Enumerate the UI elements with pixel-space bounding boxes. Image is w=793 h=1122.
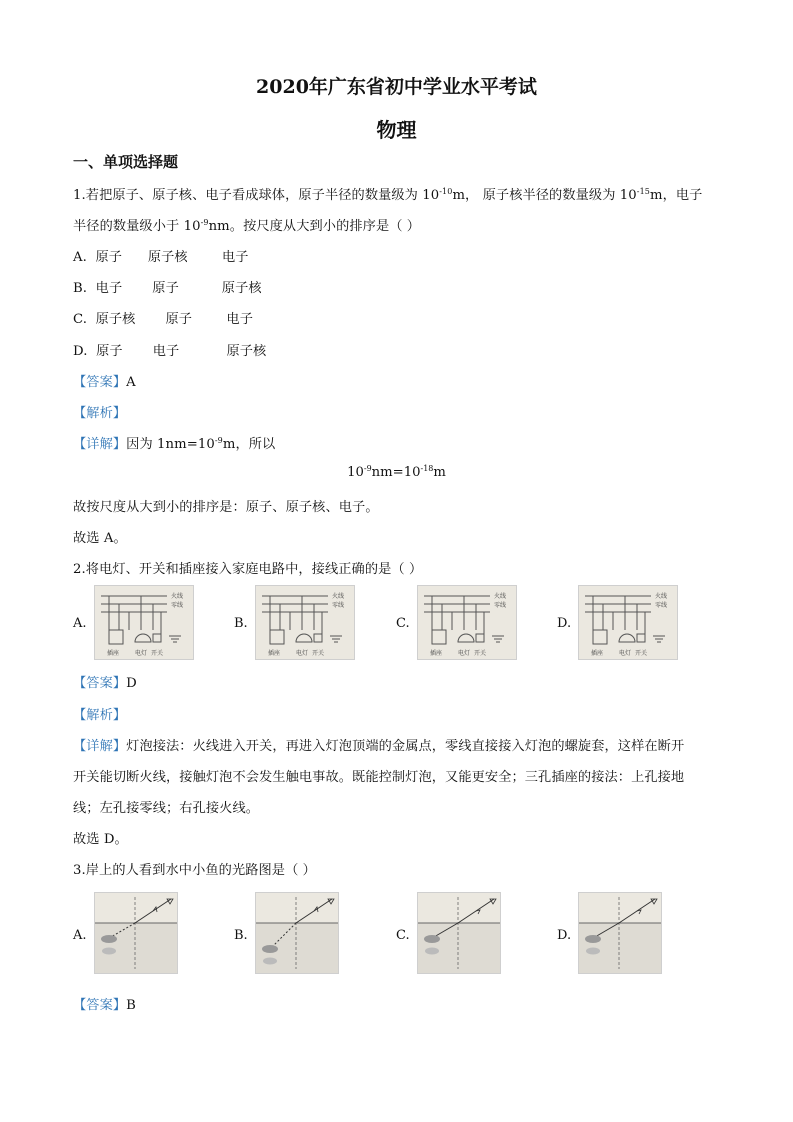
socket-label: 插座 <box>430 650 443 657</box>
neutral-wire-label: 零线 <box>655 602 668 609</box>
switch-label: 开关 <box>312 650 325 657</box>
socket-label: 插座 <box>591 650 604 657</box>
q1-option-c: C. 原子核 原子 电子 <box>73 312 253 327</box>
ray-diagram <box>418 893 500 973</box>
q2-detail-line3: 线；左孔接零线；右孔接火线。 <box>73 801 260 816</box>
q1-stem-line1: 1.若把原子、原子核、电子看成球体，原子半径的数量级为 $10^{-10}m$， 原子核半径的数量级为 $10^{-15}m$，电子 <box>73 187 703 203</box>
switch-label: 开关 <box>635 650 648 657</box>
switch-label: 开关 <box>151 650 164 657</box>
neutral-wire-label: 零线 <box>494 602 507 609</box>
lamp-label: 电灯 <box>135 650 148 657</box>
neutral-wire-label: 零线 <box>332 602 345 609</box>
q3-option-b-label: B. <box>234 928 248 943</box>
q1-option-a: A. 原子 原子核 电子 <box>73 250 249 265</box>
q2-figure-a <box>94 585 194 660</box>
q2-figure-b <box>255 585 355 660</box>
q3-answer: 【答案】B <box>73 998 136 1013</box>
lamp-label: 电灯 <box>458 650 471 657</box>
q2-figure-c <box>417 585 517 660</box>
q2-detail-line1: 【详解】灯泡接法：火线进入开关，再进入灯泡顶端的金属点，零线直接接入灯泡的螺旋套，这样在断开 <box>73 739 685 754</box>
switch-label: 开关 <box>474 650 487 657</box>
section-heading: 一、单项选择题 <box>73 153 179 171</box>
neutral-wire-label: 零线 <box>171 602 184 609</box>
ray-diagram <box>95 893 177 973</box>
q1-detail: 【详解】因为 $1nm=10^{-9}m$，所以 <box>73 436 276 452</box>
q1-answer: 【答案】A <box>73 375 136 390</box>
q2-choose: 故选 D。 <box>73 832 128 847</box>
q1-formula: $10^{-9}nm=10^{-18}m$ <box>347 464 446 480</box>
page-subtitle: 物理 <box>376 118 417 142</box>
q3-figure-a <box>94 892 178 974</box>
live-wire-label: 火线 <box>332 593 345 600</box>
ray-diagram <box>579 893 661 973</box>
lamp-label: 电灯 <box>296 650 309 657</box>
q2-stem: 2.将电灯、开关和插座接入家庭电路中，接线正确的是（ ） <box>73 562 423 577</box>
live-wire-label: 火线 <box>655 593 668 600</box>
q3-option-c-label: C. <box>396 928 410 943</box>
q1-analysis-tag: 【解析】 <box>73 406 127 421</box>
socket-label: 插座 <box>107 650 120 657</box>
q1-choose: 故选 A。 <box>73 531 127 546</box>
lamp-label: 电灯 <box>619 650 632 657</box>
q2-detail-line2: 开关能切断火线，接触灯泡不会发生触电事故。既能控制灯泡，又能更安全；三孔插座的接法：上孔接地 <box>73 770 685 785</box>
page-title: 2020年广东省初中学业水平考试 <box>256 76 537 98</box>
ray-diagram <box>256 893 338 973</box>
q2-figure-d <box>578 585 678 660</box>
q3-option-d-label: D. <box>557 928 572 943</box>
q2-option-d-label: D. <box>557 616 572 631</box>
q1-option-d: D. 原子 电子 原子核 <box>73 344 267 359</box>
q2-option-a-label: A. <box>73 616 87 631</box>
q1-stem-line2: 半径的数量级小于 $10^{-9}nm$。按尺度从大到小的排序是（ ） <box>73 218 421 234</box>
q3-figure-c <box>417 892 501 974</box>
socket-label: 插座 <box>268 650 281 657</box>
q2-option-c-label: C. <box>396 616 410 631</box>
q3-option-a-label: A. <box>73 928 87 943</box>
live-wire-label: 火线 <box>171 593 184 600</box>
q2-answer: 【答案】D <box>73 676 137 691</box>
q3-figure-d <box>578 892 662 974</box>
live-wire-label: 火线 <box>494 593 507 600</box>
q3-stem: 3.岸上的人看到水中小鱼的光路图是（ ） <box>73 863 316 878</box>
q1-option-b: B. 电子 原子 原子核 <box>73 281 262 296</box>
q2-option-b-label: B. <box>234 616 248 631</box>
q3-figure-b <box>255 892 339 974</box>
q1-conclusion: 故按尺度从大到小的排序是：原子、原子核、电子。 <box>73 500 379 515</box>
q2-analysis-tag: 【解析】 <box>73 708 127 723</box>
